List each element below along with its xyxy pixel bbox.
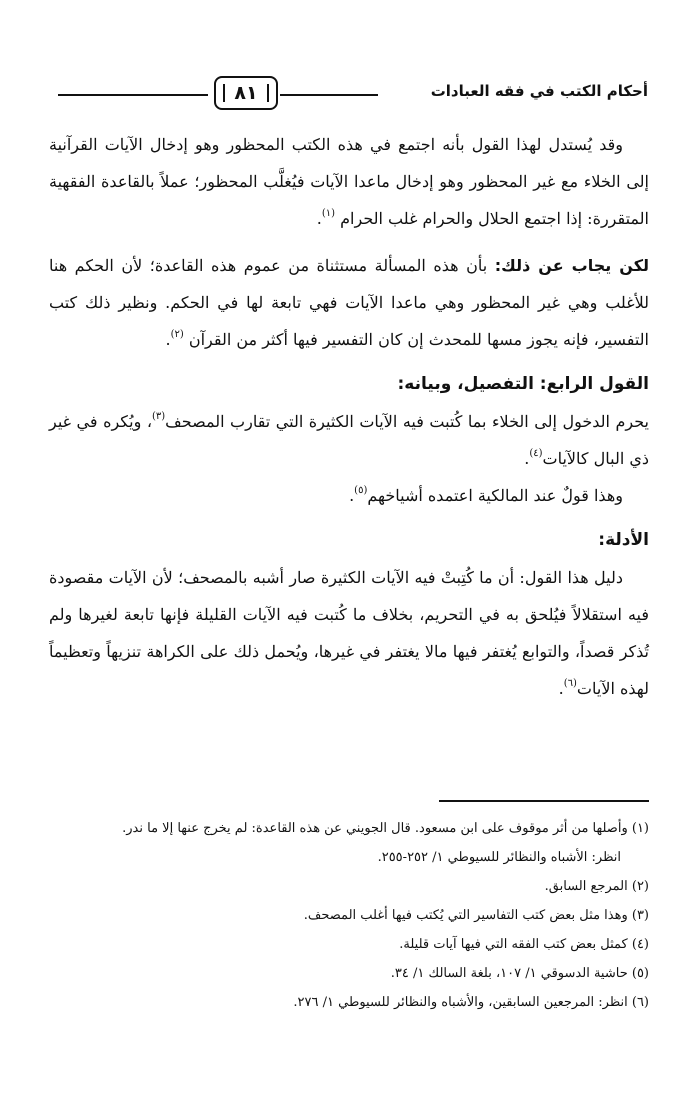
footnote-4: (٤) كمثل بعض كتب الفقه التي فيها آيات قليلة. (399, 937, 649, 952)
footnote-5: (٥) حاشية الدسوقي ١/ ١٠٧، بلغة السالك ١/ ٣٤. (390, 966, 649, 981)
footnote-ref-5: (٥) (354, 485, 368, 496)
footnote-3: (٣) وهذا مثل بعض كتب التفاسير التي يُكتب فيها أغلب المصحف. (303, 908, 649, 923)
page-header (58, 76, 648, 116)
rebuttal-lead: لكن يجاب عن ذلك: (494, 256, 650, 275)
paragraph-3: يحرم الدخول إلى الخلاء بما كُتبت فيه الآيات الكثيرة التي تقارب المصحف$^{(٣)}$، ويُكره في غير ذي البال كالآيات$^{(٤)}$. (49, 411, 650, 468)
footnote-ref-1: (١) (321, 208, 336, 219)
paragraph-3b-text: ، ويُكره في غير ذي البال كالآيات (49, 412, 649, 468)
footnotes (49, 814, 649, 1017)
footnote-6: (٦) انظر: المرجعين السابقين، والأشباه والنظائر للسيوطي ١/ ٢٧٦. (293, 995, 649, 1010)
paragraph-3a-text: يحرم الدخول إلى الخلاء بما كُتبت فيه الآيات الكثيرة التي تقارب المصحف (165, 412, 650, 431)
paragraph-4-text: وهذا قولٌ عند المالكية اعتمده أشياخهم (367, 486, 623, 505)
footnote-ref-6: (٦) (563, 678, 577, 689)
paragraph-2: لكن يجاب عن ذلك: بأن هذه المسألة مستثناة من عموم هذه القاعدة؛ لأن الحكم هنا للأغلب وهي غير المحظور وهي ماعدا الآيات فهي تابعة لها في الحكم. ونظير ذلك كتب التفسير، فإنه يجوز مسها للمحدث إن كان التفسير فيها أكثر من القرآن $^{(٢)}$. (49, 256, 650, 349)
page-number-box (214, 76, 278, 110)
footnote-ref-2: (٢) (170, 329, 184, 340)
page-number: ٨١ (234, 82, 258, 104)
header-rule (280, 94, 378, 96)
running-title: أحكام الكتب في فقه العبادات (430, 82, 648, 100)
section-heading-evidence: الأدلة: (598, 530, 649, 550)
footnote-1: (١) وأصلها من أثر موقوف على ابن مسعود. قال الجويني عن هذه القاعدة: لم يخرج عنها إلا ما ندر. (122, 821, 649, 836)
section-heading-fourth-opinion: القول الرابع: التفصيل، وبيانه: (397, 374, 649, 394)
paragraph-4: وهذا قولٌ عند المالكية اعتمده أشياخهم$^{(٥)}$. (349, 485, 623, 505)
paragraph-1: وقد يُستدل لهذا القول بأنه اجتمع في هذه الكتب المحظور وهو إدخال الآيات القرآنية إلى الخلاء مع غير المحظور وهو إدخال ماعدا الآيات فيُغلَّب المحظور؛ عملاً بالقاعدة الفقهية المتقررة: إذا اجتمع الحلال والحرام غلب الحرام $^{(١)}$. (49, 135, 649, 228)
footnote-2: (٢) المرجع السابق. (544, 879, 649, 894)
paragraph-5-text: دليل هذا القول: أن ما كُتِبتْ فيه الآيات الكثيرة صار أشبه بالمصحف؛ لأن الآيات مقصودة فيه استقلالاً فيُلحق به في التحريم، بخلاف ما كُتبت فيه الآيات القليلة فإنها تابعة لغيرها ولم تُذكر قصداً، والتوابع يُغتفر فيها مالا يغتفر في غيرها، ويُحمل ذلك على الكراهة تنزيهاً وتعظيماً لهذه الآيات (49, 568, 649, 698)
paragraph-2-text: بأن هذه المسألة مستثناة من عموم هذه القاعدة؛ لأن الحكم هنا للأغلب وهي غير المحظور وهي ماعدا الآيات فهي تابعة لها في الحكم. ونظير ذلك كتب التفسير، فإنه يجوز مسها للمحدث إن كان التفسير فيها أكثر من القرآن (49, 256, 649, 349)
main-text (49, 126, 649, 707)
header-rule-left (58, 94, 208, 96)
paragraph-5: دليل هذا القول: أن ما كُتِبتْ فيه الآيات الكثيرة صار أشبه بالمصحف؛ لأن الآيات مقصودة فيه استقلالاً فيُلحق به في التحريم، بخلاف ما كُتبت فيه الآيات القليلة فإنها تابعة لغيرها ولم تُذكر قصداً، والتوابع يُغتفر فيها مالا يغتفر في غيرها، ويُحمل ذلك على الكراهة تنزيهاً وتعظيماً لهذه الآيات$^{(٦)}$. (49, 568, 649, 698)
footnote-1-continuation: انظر: الأشباه والنظائر للسيوطي ١/ ٢٥٢-٢٥٥. (377, 850, 621, 865)
footnote-ref-4: (٤) (529, 448, 543, 459)
footnote-ref-3: (٣) (151, 411, 166, 422)
footnote-separator (439, 800, 649, 802)
paragraph-1-text: وقد يُستدل لهذا القول بأنه اجتمع في هذه الكتب المحظور وهو إدخال الآيات القرآنية إلى الخلاء مع غير المحظور وهو إدخال ماعدا الآيات فيُغلَّب المحظور؛ عملاً بالقاعدة الفقهية المتقررة: إذا اجتمع الحلال والحرام غلب الحرام (49, 135, 649, 228)
